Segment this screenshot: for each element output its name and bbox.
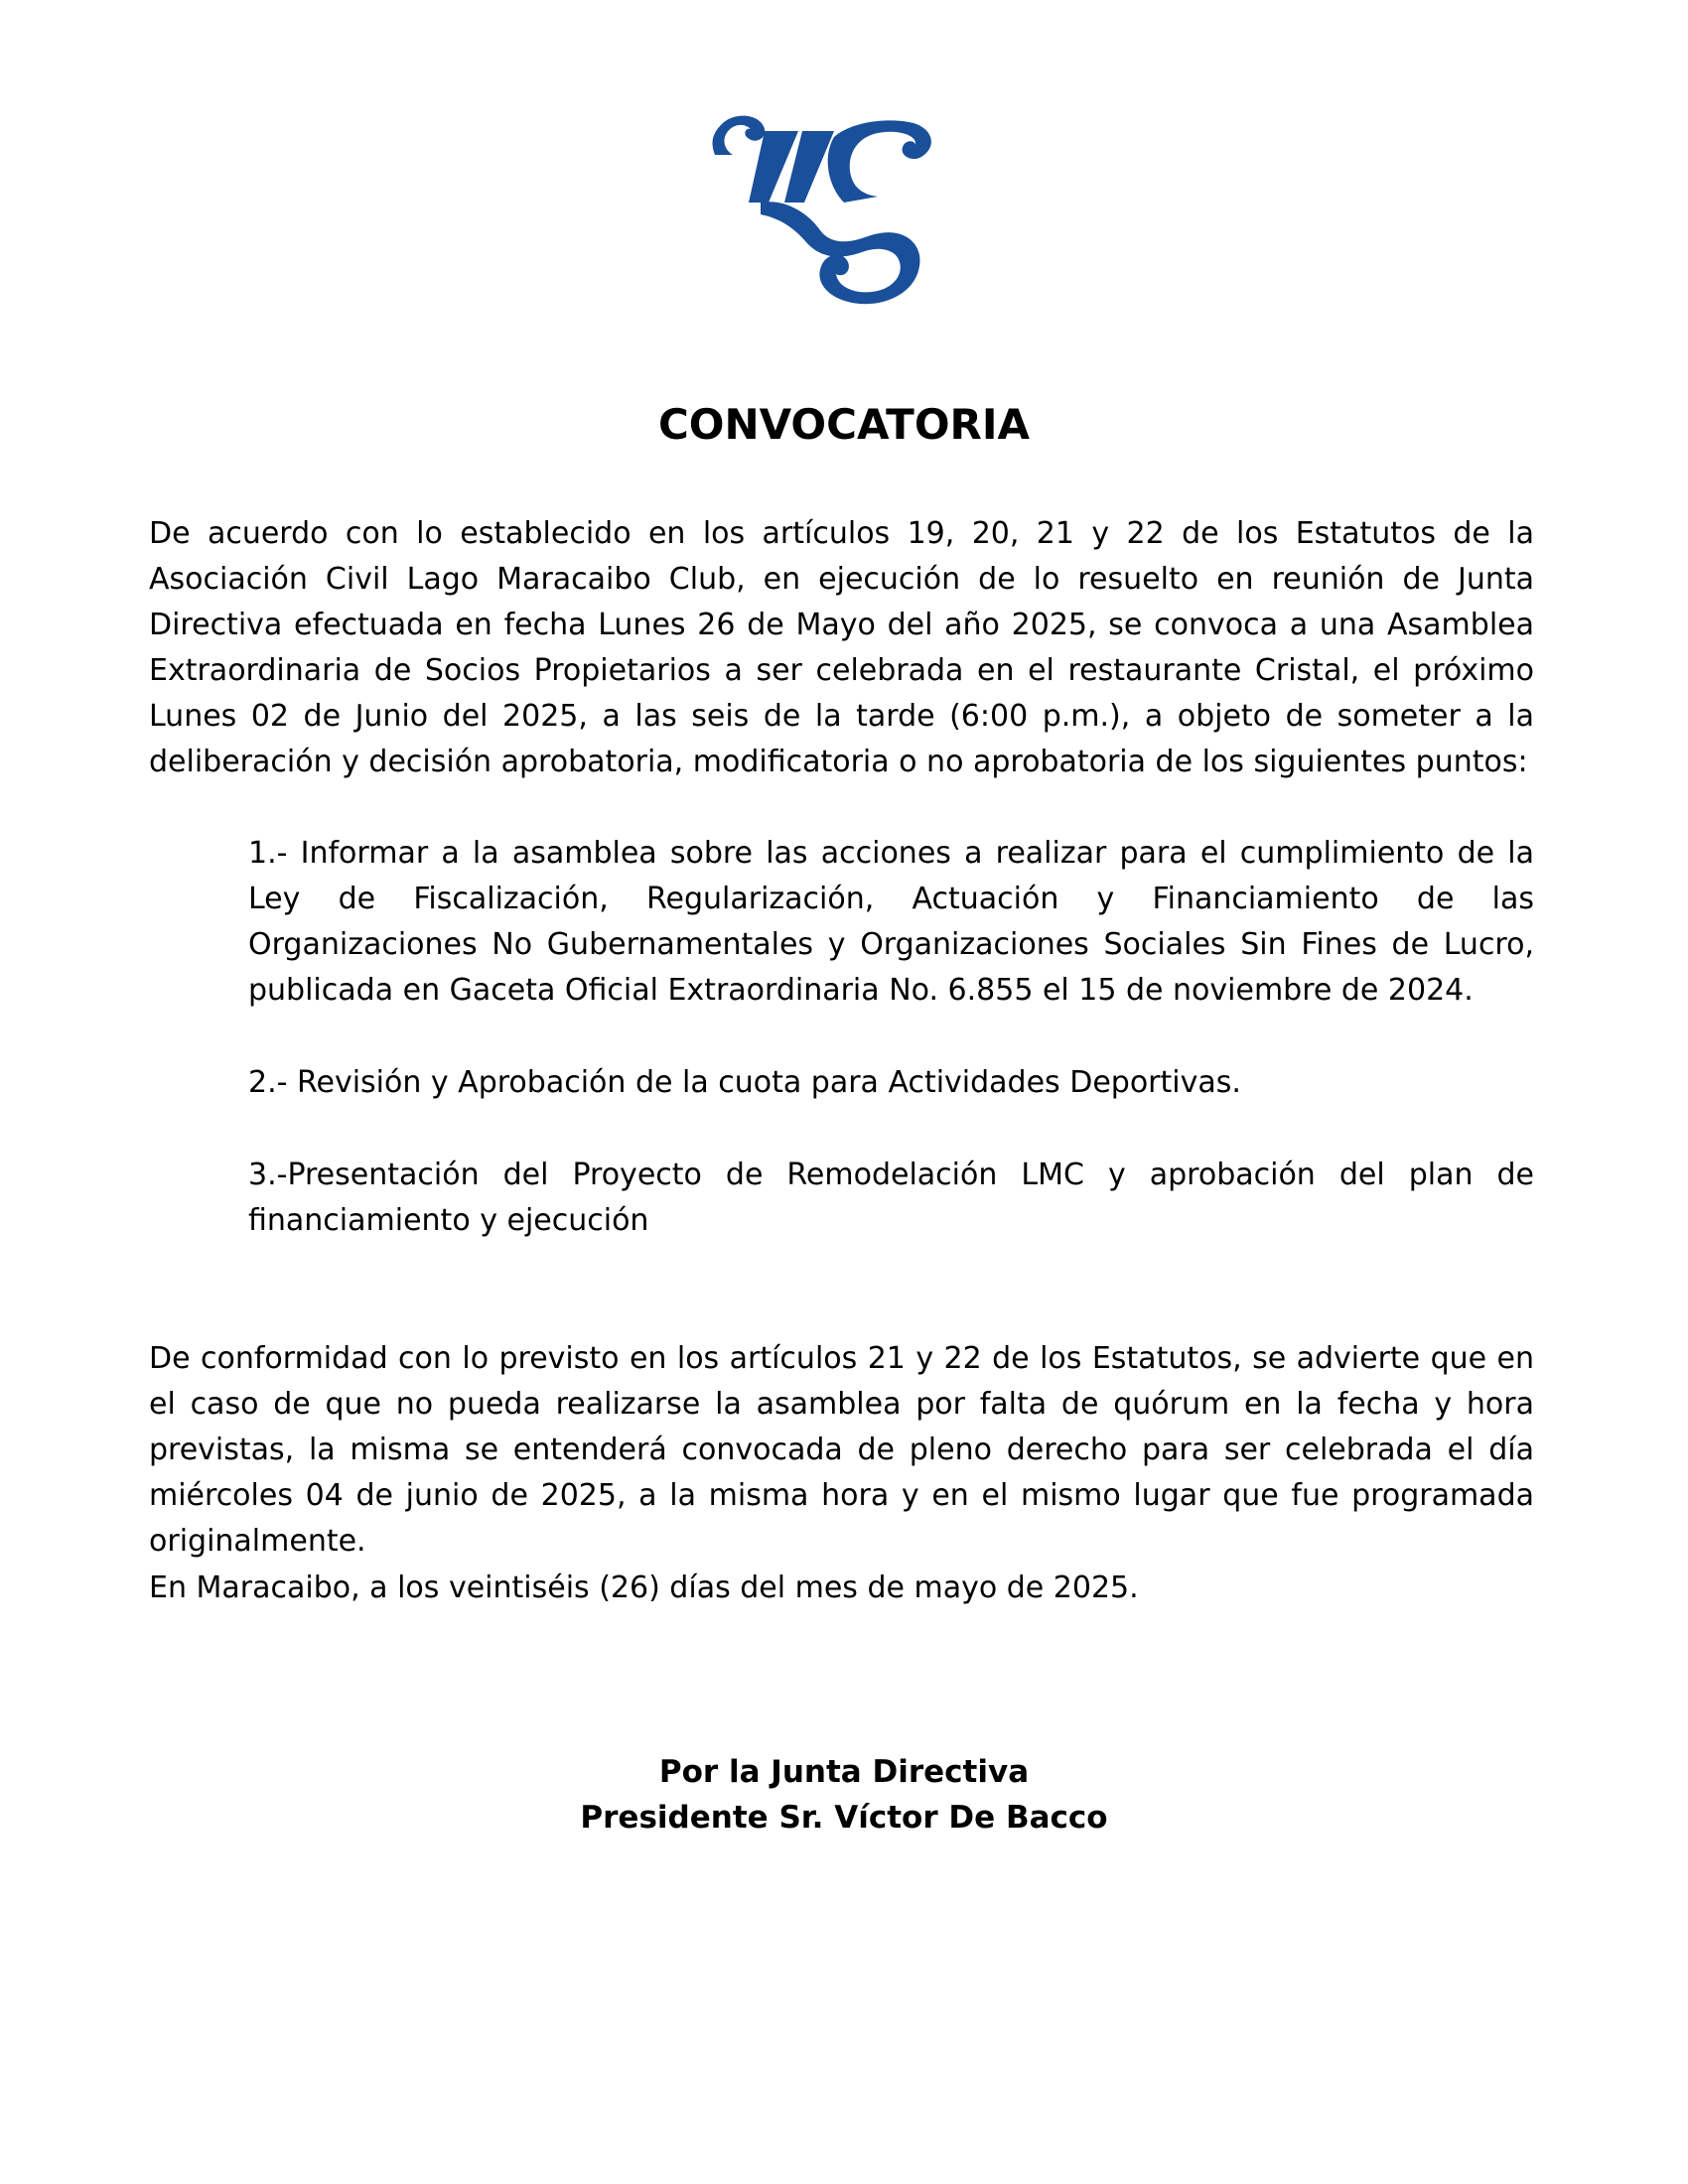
signature-line-2: Presidente Sr. Víctor De Bacco <box>580 1800 1108 1836</box>
agenda-item-1: 1.- Informar a la asamblea sobre las acciones a realizar para el cumplimiento de la Ley de Fiscalización, Regularización, Actuación y Financiamiento de las Organizaciones No Gubernamentales y Organizaciones Sociales Sin Fines de Lucro, publicada en Gaceta Oficial Extraordinaria No. 6.855 el 15 de noviembre de 2024. <box>248 836 1534 1008</box>
intro-paragraph: De acuerdo con lo establecido en los artículos 19, 20, 21 y 22 de los Estatutos de la Asociación Civil Lago Maracaibo Club, en ejecución de lo resuelto en reunión de Junta Directiva efectuada en fecha Lunes 26 de Mayo del año 2025, se convoca a una Asamblea Extraordinaria de Socios Propietarios a ser celebrada en el restaurante Cristal, el próximo Lunes 02 de Junio del 2025, a las seis de la tarde (6:00 p.m.), a objeto de someter a la deliberación y decisión aprobatoria, modificatoria o no aprobatoria de los siguientes puntos: <box>149 516 1534 779</box>
agenda-item-2: 2.- Revisión y Aprobación de la cuota para Actividades Deportivas. <box>248 1065 1241 1100</box>
agenda-item-3: 3.-Presentación del Proyecto de Remodelación LMC y aprobación del plan de financiamiento y ejecución <box>248 1158 1534 1238</box>
lmc-club-logo-icon <box>703 107 941 306</box>
signature-line-1: Por la Junta Directiva <box>658 1754 1030 1790</box>
document-title: CONVOCATORIA <box>657 400 1031 449</box>
date-line: En Maracaibo, a los veintiséis (26) días del mes de mayo de 2025. <box>149 1570 1139 1605</box>
quorum-paragraph: De conformidad con lo previsto en los artículos 21 y 22 de los Estatutos, se advierte que en el caso de que no pueda realizarse la asamblea por falta de quórum en la fecha y hora previstas, la misma se entenderá convocada de pleno derecho para ser celebrada el día miércoles 04 de junio de 2025, a la misma hora y en el mismo lugar que fue programada originalmente. <box>149 1341 1534 1559</box>
